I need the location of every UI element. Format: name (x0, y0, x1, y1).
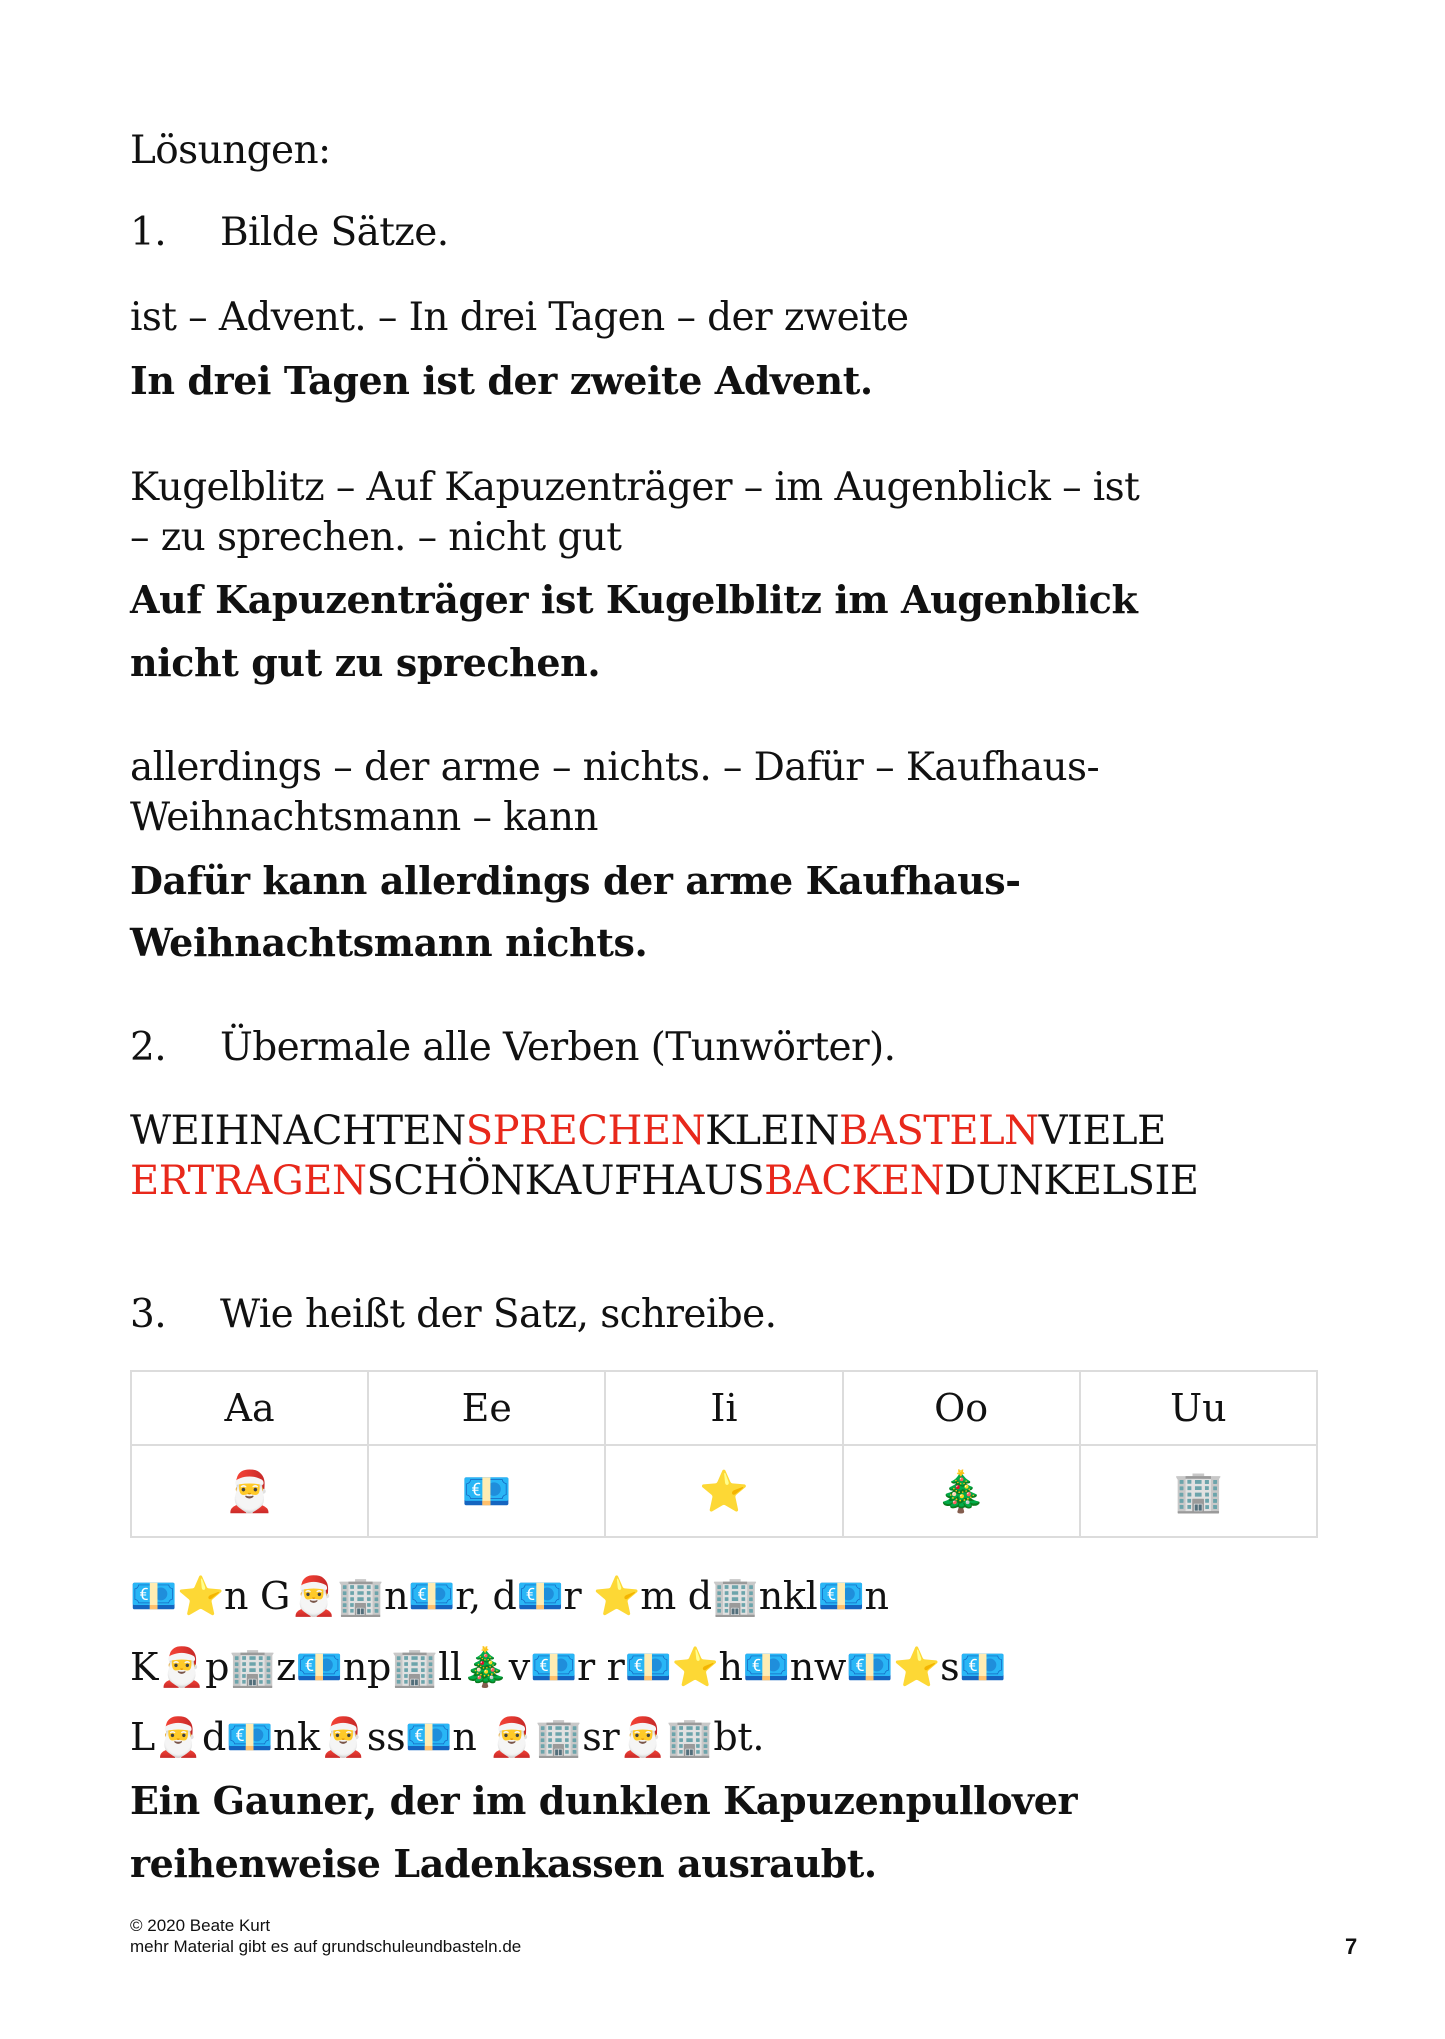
vowel-letters-row (131, 1371, 1317, 1445)
vowel-cell-o: Oo (843, 1371, 1080, 1445)
section1-item-3-answer-line1: Dafür kann allerdings der arme Kaufhaus- (130, 858, 1021, 903)
section2-heading (130, 1025, 895, 1070)
section3-heading (130, 1292, 776, 1337)
word: KLEIN (705, 1108, 840, 1154)
section1-item-2-answer-line1: Auf Kapuzenträger ist Kugelblitz im Augenblick (130, 577, 1138, 622)
verb-row-1 (130, 1108, 1166, 1154)
word: WEIHNACHTEN (130, 1108, 466, 1154)
verb-word: SPRECHEN (465, 1108, 706, 1154)
footer-copyright: © 2020 Beate Kurt (130, 1916, 271, 1935)
section1-item-1-prompt: ist – Advent. – In drei Tagen – der zweite (130, 295, 909, 340)
word: SCHÖNKAUFHAUS (366, 1158, 765, 1204)
vowel-cell-i: Ii (605, 1371, 842, 1445)
verb-row-2 (130, 1158, 1198, 1204)
verb-word: BACKEN (764, 1158, 945, 1204)
encoded-line-1: 💶⭐n G🎅🏢n💶r, d💶r ⭐m d🏢nkl💶n (130, 1574, 889, 1618)
section1-item-2-prompt-line2: – zu sprechen. – nicht gut (130, 515, 622, 560)
santa-icon: 🎅 (131, 1445, 368, 1537)
word: DUNKELSIE (944, 1158, 1199, 1204)
section3-answer-line2: reihenweise Ladenkassen ausraubt. (130, 1841, 877, 1886)
vowel-cell-u: Uu (1080, 1371, 1317, 1445)
vowel-cell-a: Aa (131, 1371, 368, 1445)
encoded-line-2: K🎅p🏢z💶np🏢ll🎄v💶r r💶⭐h💶nw💶⭐s💶 (130, 1645, 1007, 1689)
star-icon: ⭐ (605, 1445, 842, 1537)
section-number: 1. (130, 210, 167, 255)
section1-item-3-prompt-line2: Weihnachtsmann – kann (130, 795, 598, 840)
section-number: 3. (130, 1292, 167, 1337)
section1-item-2-answer-line2: nicht gut zu sprechen. (130, 640, 601, 685)
euro-banknote-icon: 💶 (368, 1445, 605, 1537)
vowel-cell-e: Ee (368, 1371, 605, 1445)
section1-item-2-prompt-line1: Kugelblitz – Auf Kapuzenträger – im Augenblick – ist (130, 465, 1140, 510)
vowel-symbols-row (131, 1445, 1317, 1537)
section-heading-text: Bilde Sätze. (220, 210, 449, 255)
page-number: 7 (1345, 1934, 1358, 1959)
verb-word: ERTRAGEN (130, 1158, 367, 1204)
vowel-code-table (130, 1370, 1318, 1538)
page-title: Lösungen: (130, 128, 331, 173)
section1-item-1-answer: In drei Tagen ist der zweite Advent. (130, 358, 873, 403)
section1-heading (130, 210, 449, 255)
section1-item-3-prompt-line1: allerdings – der arme – nichts. – Dafür – Kaufhaus- (130, 745, 1100, 790)
section-heading-text: Wie heißt der Satz, schreibe. (220, 1292, 777, 1337)
office-building-icon: 🏢 (1080, 1445, 1317, 1537)
word: VIELE (1038, 1108, 1166, 1154)
encoded-line-3: L🎅d💶nk🎅ss💶n 🎅🏢sr🎅🏢bt. (130, 1715, 765, 1759)
footer-note: mehr Material gibt es auf grundschuleundbasteln.de (130, 1937, 522, 1956)
christmas-tree-icon: 🎄 (843, 1445, 1080, 1537)
section1-item-3-answer-line2: Weihnachtsmann nichts. (130, 920, 648, 965)
section-number: 2. (130, 1025, 167, 1070)
section3-answer-line1: Ein Gauner, der im dunklen Kapuzenpullover (130, 1778, 1078, 1823)
verb-word: BASTELN (839, 1108, 1039, 1154)
section-heading-text: Übermale alle Verben (Tunwörter). (220, 1025, 896, 1070)
